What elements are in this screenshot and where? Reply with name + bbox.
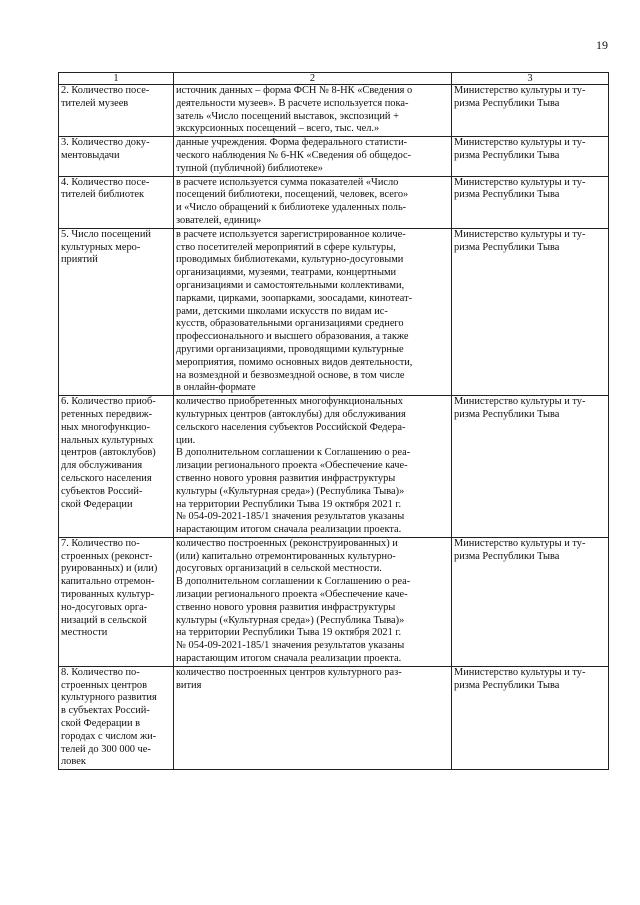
method-description-cell bbox=[174, 85, 452, 137]
method-description-cell bbox=[174, 396, 452, 538]
cell-text-line: тированных культур- bbox=[61, 589, 155, 601]
responsible-body-cell bbox=[452, 396, 609, 538]
cell-text-line: телей до 300 000 че- bbox=[61, 743, 151, 755]
table-row bbox=[59, 228, 609, 395]
cell-text-line: сельского населения субъектов Российской Федера- bbox=[176, 421, 406, 433]
cell-text-line: ской Федерации bbox=[61, 498, 133, 510]
cell-text-line: Министерство культуры и ту- bbox=[454, 85, 586, 96]
cell-text-line: 7. Количество по- bbox=[61, 537, 140, 549]
cell-text-line: на территории Республики Тыва 19 октября 2021 г. bbox=[176, 627, 402, 639]
cell-text-line: Министерство культуры и ту- bbox=[454, 176, 586, 188]
cell-text-line: тителей музеев bbox=[61, 97, 129, 109]
cell-text-line: экскурсионных посещений – всего, тыс. чел.» bbox=[176, 123, 380, 135]
indicator-name-cell bbox=[59, 176, 174, 228]
table-row bbox=[59, 137, 609, 176]
cell-text-line: культуры («Культурная среда») (Республика Тыва)» bbox=[176, 485, 405, 497]
cell-text-line: кусств, образовательными организациями среднего bbox=[176, 318, 404, 330]
cell-text-line: культурных центров (автоклубы) для обслуживания bbox=[176, 408, 406, 420]
cell-text-line: Министерство культуры и ту- bbox=[454, 228, 586, 240]
cell-text-line: количество построенных центров культурного раз- bbox=[176, 666, 402, 678]
responsible-body-cell bbox=[452, 228, 609, 395]
cell-text-line: профессионального и высшего образования, а также bbox=[176, 331, 409, 343]
cell-text-line: 5. Число посещений bbox=[61, 228, 151, 240]
cell-text-line: Министерство культуры и ту- bbox=[454, 666, 586, 678]
header-col-2: 2 bbox=[174, 73, 452, 85]
cell-text-line: затель «Число посещений выставок, экспозиций + bbox=[176, 110, 399, 122]
cell-text-line: тупной (публичной) библиотеке» bbox=[176, 162, 323, 174]
cell-text-line: Министерство культуры и ту- bbox=[454, 396, 586, 408]
cell-text-line: проводимых библиотеками, культурно-досуговыми bbox=[176, 254, 404, 266]
cell-text-line: культуры («Культурная среда») (Республика Тыва)» bbox=[176, 614, 405, 626]
cell-text-line: количество приобретенных многофункциональных bbox=[176, 396, 403, 408]
cell-text-line: 8. Количество по- bbox=[61, 666, 140, 678]
cell-text-line: в расчете используется сумма показателей «Число bbox=[176, 176, 399, 188]
cell-text-line: и «Число обращений к библиотеке удаленных поль- bbox=[176, 202, 407, 214]
cell-text-line: в расчете используется зарегистрированное количе- bbox=[176, 228, 406, 240]
cell-text-line: но-досуговых орга- bbox=[61, 601, 148, 613]
method-description-cell bbox=[174, 137, 452, 176]
cell-text-line: местности bbox=[61, 627, 108, 639]
cell-text-line: ции. bbox=[176, 434, 196, 446]
cell-text-line: зователей, единиц» bbox=[176, 214, 262, 226]
cell-text-line: приятий bbox=[61, 254, 98, 266]
cell-text-line: на территории Республики Тыва 19 октября 2021 г. bbox=[176, 498, 402, 510]
responsible-body-cell bbox=[452, 176, 609, 228]
cell-text-line: городах с числом жи- bbox=[61, 730, 157, 742]
cell-text-line: ризма Республики Тыва bbox=[454, 97, 560, 109]
table-row bbox=[59, 537, 609, 666]
cell-text-line: другими организациями, проводящими культурные bbox=[176, 343, 404, 355]
cell-text-line: парками, цирками, зоопарками, зоосадами, кинотеат- bbox=[176, 292, 413, 304]
method-description-cell bbox=[174, 537, 452, 666]
indicator-name-cell bbox=[59, 537, 174, 666]
cell-text-line: 3. Количество доку- bbox=[61, 137, 150, 149]
cell-text-line: В дополнительном соглашении к Соглашению о реа- bbox=[176, 576, 411, 588]
table-row bbox=[59, 176, 609, 228]
method-description-cell bbox=[174, 228, 452, 395]
header-col-1: 1 bbox=[59, 73, 174, 85]
cell-text-line: № 054-09-2021-185/1 значения результатов указаны bbox=[176, 511, 405, 523]
responsible-body-cell bbox=[452, 85, 609, 137]
cell-text-line: (или) капитально отремонтированных культурно- bbox=[176, 550, 396, 562]
indicator-name-cell bbox=[59, 228, 174, 395]
cell-text-line: ственно нового уровня развития инфраструктуры bbox=[176, 601, 396, 613]
cell-text-line: ризма Республики Тыва bbox=[454, 408, 560, 420]
cell-text-line: ловек bbox=[61, 756, 86, 768]
cell-text-line: руированных) и (или) bbox=[61, 563, 158, 575]
cell-text-line: нарастающим итогом сначала реализации проекта. bbox=[176, 653, 402, 665]
cell-text-line: тителей библиотек bbox=[61, 189, 145, 201]
responsible-body-cell bbox=[452, 666, 609, 769]
cell-text-line: ментовыдачи bbox=[61, 149, 120, 161]
cell-text-line: данные учреждения. Форма федерального статисти- bbox=[176, 137, 408, 149]
cell-text-line: в субъектах Россий- bbox=[61, 705, 150, 717]
indicator-name-cell bbox=[59, 396, 174, 538]
indicator-name-cell bbox=[59, 137, 174, 176]
cell-text-line: ство посетителей мероприятий в сфере культуры, bbox=[176, 241, 396, 253]
cell-text-line: рами, детскими школами искусств по видам ис- bbox=[176, 305, 388, 317]
cell-text-line: культурных меро- bbox=[61, 241, 141, 253]
cell-text-line: источник данных – форма ФСН № 8-НК «Сведения о bbox=[176, 85, 413, 96]
cell-text-line: лизации регионального проекта «Обеспечение каче- bbox=[176, 589, 408, 601]
cell-text-line: 4. Количество посе- bbox=[61, 176, 150, 188]
cell-text-line: ской Федерации в bbox=[61, 718, 141, 730]
cell-text-line: строенных центров bbox=[61, 679, 148, 691]
cell-text-line: ризма Республики Тыва bbox=[454, 550, 560, 562]
cell-text-line: для обслуживания bbox=[61, 460, 143, 472]
cell-text-line: ческого наблюдения № 6-НК «Сведения об общедос- bbox=[176, 149, 412, 161]
cell-text-line: ризма Республики Тыва bbox=[454, 149, 560, 161]
cell-text-line: культурного развития bbox=[61, 692, 157, 704]
cell-text-line: ственно нового уровня развития инфраструктуры bbox=[176, 472, 396, 484]
method-description-cell bbox=[174, 176, 452, 228]
cell-text-line: Министерство культуры и ту- bbox=[454, 537, 586, 549]
cell-text-line: ризма Республики Тыва bbox=[454, 189, 560, 201]
cell-text-line: мероприятия, помимо основных видов деятельности, bbox=[176, 356, 413, 368]
cell-text-line: деятельности музеев». В расчете используется пока- bbox=[176, 97, 409, 109]
cell-text-line: ризма Республики Тыва bbox=[454, 241, 560, 253]
cell-text-line: низаций в сельской bbox=[61, 614, 147, 626]
method-description-cell bbox=[174, 666, 452, 769]
indicators-table bbox=[58, 72, 609, 770]
responsible-body-cell bbox=[452, 537, 609, 666]
cell-text-line: ных многофункцио- bbox=[61, 421, 150, 433]
page-number: 19 bbox=[596, 38, 608, 52]
indicator-name-cell bbox=[59, 85, 174, 137]
cell-text-line: организациями и самостоятельными коллективами, bbox=[176, 279, 405, 291]
table-row bbox=[59, 396, 609, 538]
cell-text-line: нальных культурных bbox=[61, 434, 154, 446]
cell-text-line: лизации регионального проекта «Обеспечение каче- bbox=[176, 460, 408, 472]
cell-text-line: посещений библиотеки, посещений, человек, всего» bbox=[176, 189, 409, 201]
cell-text-line: 2. Количество посе- bbox=[61, 85, 150, 96]
cell-text-line: нарастающим итогом сначала реализации проекта. bbox=[176, 524, 402, 536]
cell-text-line: В дополнительном соглашении к Соглашению о реа- bbox=[176, 447, 411, 459]
cell-text-line: в онлайн-формате bbox=[176, 382, 256, 394]
cell-text-line: ризма Республики Тыва bbox=[454, 679, 560, 691]
cell-text-line: ретенных передвиж- bbox=[61, 408, 153, 420]
cell-text-line: досуговых организаций в сельской местности. bbox=[176, 563, 382, 575]
cell-text-line: субъектов Россий- bbox=[61, 485, 143, 497]
cell-text-line: центров (автоклубов) bbox=[61, 447, 156, 459]
cell-text-line: количество построенных (реконструированных) и bbox=[176, 537, 398, 549]
responsible-body-cell bbox=[452, 137, 609, 176]
header-col-3: 3 bbox=[452, 73, 609, 85]
cell-text-line: сельского населения bbox=[61, 472, 152, 484]
indicator-name-cell bbox=[59, 666, 174, 769]
cell-text-line: 6. Количество приоб- bbox=[61, 396, 156, 408]
cell-text-line: Министерство культуры и ту- bbox=[454, 137, 586, 149]
cell-text-line: вития bbox=[176, 679, 202, 691]
table-row bbox=[59, 666, 609, 769]
cell-text-line: организациями, музеями, театрами, концертными bbox=[176, 267, 397, 279]
table-row bbox=[59, 85, 609, 137]
cell-text-line: на возмездной и безвозмездной основе, в том числе bbox=[176, 369, 405, 381]
cell-text-line: строенных (реконст- bbox=[61, 550, 153, 562]
cell-text-line: № 054-09-2021-185/1 значения результатов указаны bbox=[176, 640, 405, 652]
table-header-row bbox=[59, 73, 609, 85]
cell-text-line: капитально отремон- bbox=[61, 576, 155, 588]
